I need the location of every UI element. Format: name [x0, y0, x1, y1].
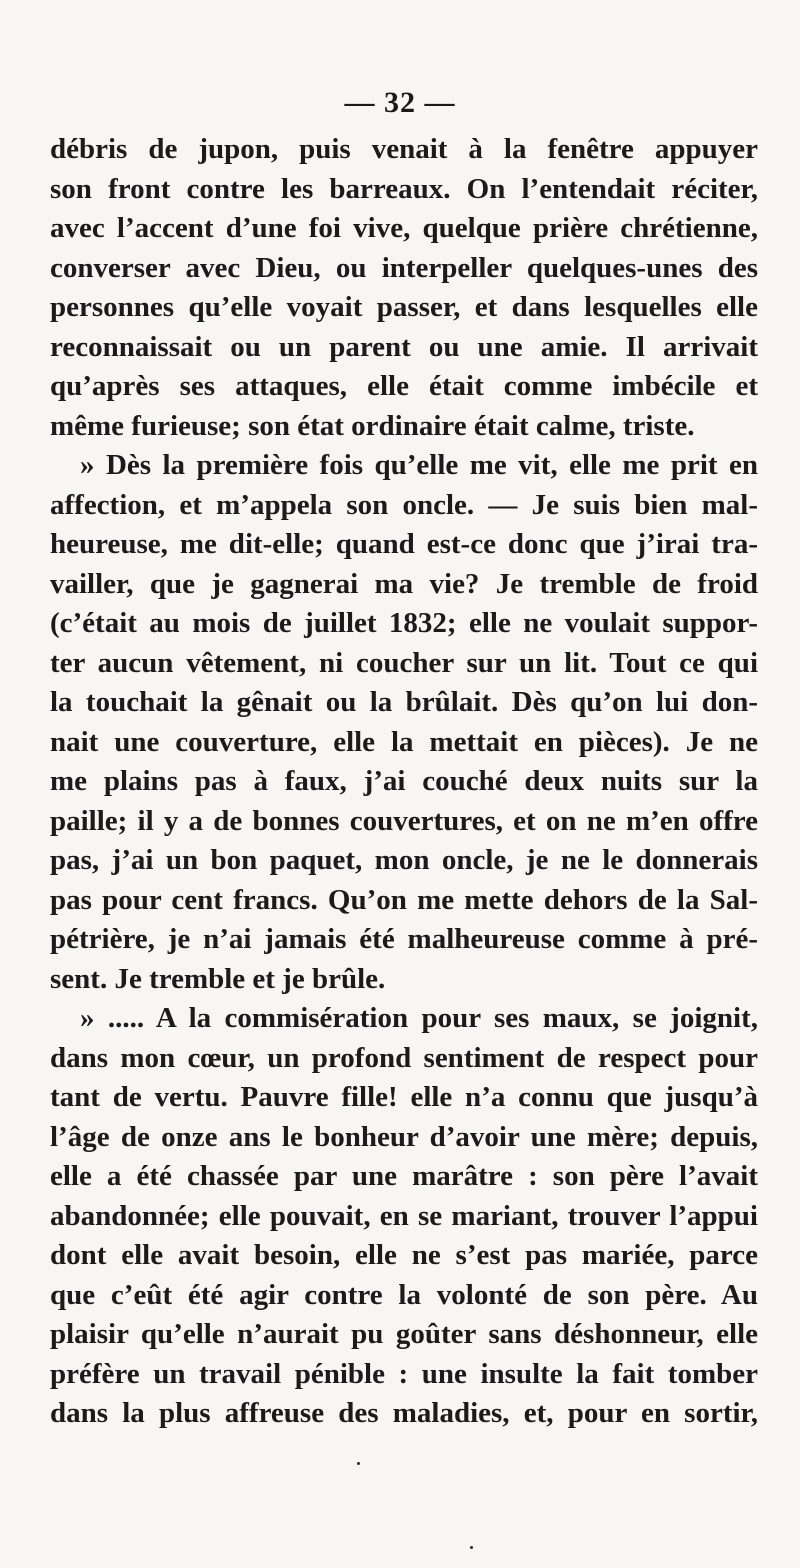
text-line: son front contre les barreaux. On l’entendait réciter, [50, 172, 758, 205]
text-line: sent. Je tremble et je brûle. [50, 962, 386, 995]
text-line: dans la plus affreuse des maladies, et, pour en sortir, [50, 1397, 758, 1429]
text-line: tant de vertu. Pauvre fille! elle n’a connu que jusqu’à [50, 1081, 758, 1113]
text-line: affection, et m’appela son oncle. — Je suis bien mal- [50, 488, 758, 521]
text-line: reconnaissait ou un parent ou une amie. Il arrivait [50, 330, 758, 363]
text-line: » Dès la première fois qu’elle me vit, elle me prit en [80, 449, 758, 481]
text-line: avec l’accent d’une foi vive, quelque prière chrétienne, [50, 212, 758, 244]
text-line: vailler, que je gagnerai ma vie? Je tremble de froid [50, 567, 758, 600]
text-line: elle a été chassée par une marâtre : son père l’avait [50, 1160, 758, 1192]
text-line: l’âge de onze ans le bonheur d’avoir une mère; depuis, [50, 1120, 758, 1153]
text-line: nait une couverture, elle la mettait en pièces). Je ne [50, 725, 758, 758]
text-line: même furieuse; son état ordinaire était calme, triste. [50, 409, 695, 442]
text-line: préfère un travail pénible : une insulte la fait tomber [50, 1357, 758, 1390]
text-line: la touchait la gênait ou la brûlait. Dès qu’on lui don- [50, 686, 758, 718]
text-line: heureuse, me dit-elle; quand est-ce donc que j’irai tra- [50, 528, 758, 560]
text-line: plaisir qu’elle n’aurait pu goûter sans déshonneur, elle [50, 1318, 758, 1350]
text-line: dont elle avait besoin, elle ne s’est pas mariée, parce [50, 1239, 758, 1271]
text-line: (c’était au mois de juillet 1832; elle ne voulait suppor- [50, 607, 758, 639]
text-line: » ..... A la commisération pour ses maux, se joignit, [80, 1002, 758, 1034]
text-line: converser avec Dieu, ou interpeller quelques-unes des [50, 251, 758, 284]
body-text [50, 130, 758, 1434]
text-line: que c’eût été agir contre la volonté de son père. Au [50, 1278, 758, 1311]
text-line: me plains pas à faux, j’ai couché deux nuits sur la [50, 765, 758, 797]
text-line: pas, j’ai un bon paquet, mon oncle, je ne le donnerais [50, 844, 758, 876]
text-line: paille; il y a de bonnes couvertures, et on ne m’en offre [50, 804, 758, 837]
text-line: personnes qu’elle voyait passer, et dans lesquelles elle [50, 291, 758, 323]
text-line: débris de jupon, puis venait à la fenêtre appuyer [50, 133, 758, 165]
text-line: dans mon cœur, un profond sentiment de respect pour [50, 1041, 758, 1074]
text-line: abandonnée; elle pouvait, en se mariant, trouver l’appui [50, 1199, 758, 1232]
text-line: pétrière, je n’ai jamais été malheureuse comme à pré- [50, 923, 758, 955]
text-line: qu’après ses attaques, elle était comme imbécile et [50, 370, 758, 402]
text-line: ter aucun vêtement, ni coucher sur un lit. Tout ce qui [50, 646, 758, 679]
page-number: — 32 — [344, 86, 456, 119]
ink-speck [470, 1546, 473, 1549]
text-line: pas pour cent francs. Qu’on me mette dehors de la Sal- [50, 883, 758, 916]
ink-speck [357, 1462, 360, 1465]
